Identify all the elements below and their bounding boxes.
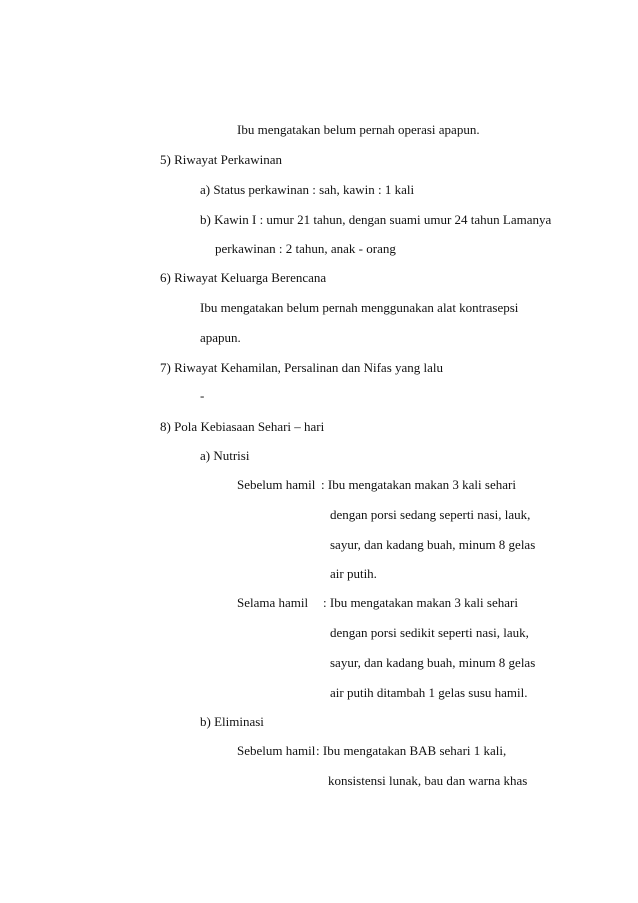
text-line: - bbox=[200, 388, 205, 403]
text-line: dengan porsi sedang seperti nasi, lauk, bbox=[330, 507, 531, 522]
text-line: perkawinan : 2 tahun, anak - orang bbox=[215, 241, 396, 256]
section-heading: 6) Riwayat Keluarga Berencana bbox=[160, 270, 327, 285]
text-line: apapun. bbox=[200, 330, 241, 345]
text-line: Ibu mengatakan belum pernah operasi apapun. bbox=[237, 122, 480, 137]
section-heading: 8) Pola Kebiasaan Sehari – hari bbox=[160, 419, 325, 434]
text-line: Ibu mengatakan belum pernah menggunakan alat kontrasepsi bbox=[200, 300, 519, 315]
text-line: : Ibu mengatakan BAB sehari 1 kali, bbox=[316, 743, 507, 758]
section-heading: 7) Riwayat Kehamilan, Persalinan dan Nifas yang lalu bbox=[160, 360, 444, 375]
text-line: : Ibu mengatakan makan 3 kali sehari bbox=[323, 595, 518, 610]
label-during-pregnancy: Selama hamil bbox=[237, 595, 309, 610]
text-line: b) Kawin I : umur 21 tahun, dengan suami umur 24 tahun Lamanya bbox=[200, 212, 552, 227]
text-line: sayur, dan kadang buah, minum 8 gelas bbox=[330, 655, 536, 670]
text-line: sayur, dan kadang buah, minum 8 gelas bbox=[330, 537, 536, 552]
text-line: a) Status perkawinan : sah, kawin : 1 kali bbox=[200, 182, 415, 197]
text-line: air putih ditambah 1 gelas susu hamil. bbox=[330, 685, 528, 700]
subsection-heading: a) Nutrisi bbox=[200, 448, 250, 463]
label-before-pregnancy: Sebelum hamil bbox=[237, 477, 316, 492]
text-line: konsistensi lunak, bau dan warna khas bbox=[328, 773, 528, 788]
text-line: : Ibu mengatakan makan 3 kali sehari bbox=[321, 477, 516, 492]
subsection-heading: b) Eliminasi bbox=[200, 714, 264, 729]
text-line: dengan porsi sedikit seperti nasi, lauk, bbox=[330, 625, 529, 640]
label-before-pregnancy: Sebelum hamil bbox=[237, 743, 316, 758]
section-heading: 5) Riwayat Perkawinan bbox=[160, 152, 283, 167]
text-line: air putih. bbox=[330, 566, 377, 581]
